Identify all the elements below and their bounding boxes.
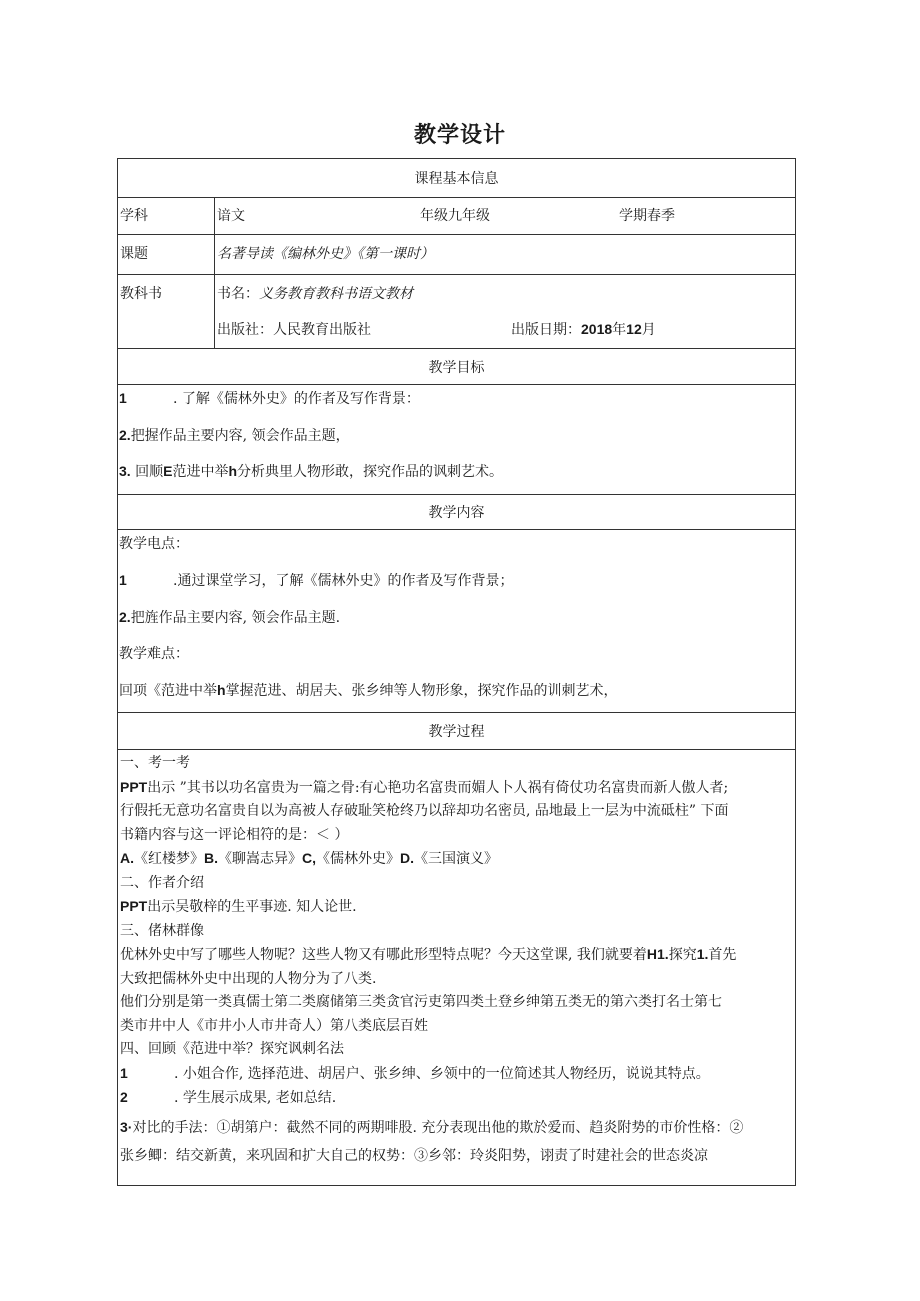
- section-title: 课程基本信息: [414, 171, 499, 187]
- pub-date-month: 12: [626, 321, 642, 337]
- section-header-process: [118, 712, 795, 749]
- section-title: 教学内容: [428, 505, 485, 521]
- content-body: [118, 529, 795, 712]
- section-2-ppt-line: [119, 895, 793, 920]
- option-text: 《儒林外史》: [316, 851, 400, 867]
- book-name-value: 义务教育教科书语文教材: [259, 286, 413, 302]
- section-4-item: [119, 1086, 793, 1111]
- item-number: 1: [119, 390, 127, 406]
- text: 优林外史中写了哪些人物呢？这些人物又有哪此形型特点呢？今天这堂课, 我们就要着: [120, 947, 647, 963]
- section-3-title: 三、偖林群像: [120, 922, 204, 939]
- item-text: 对比的手法：①胡第户：截然不同的两期啡股. 充分表现出他的欺於爱而、趋炎附势的市价性格：②: [132, 1119, 744, 1136]
- section-3-line: 他们分别是第一类真儒士第二类腐储第三类贪官污吏第四类土登乡绅第五类无的第六类打名士第七: [120, 994, 722, 1010]
- section-header-content: [118, 494, 795, 529]
- section-4-item: [119, 1062, 793, 1087]
- item-text: 范进中举: [172, 464, 229, 480]
- item-text: . 了解《儒林外史》的作者及写作背景：: [173, 391, 420, 407]
- textbook-label: 教科书: [118, 275, 215, 348]
- item-number: 1: [120, 1064, 128, 1081]
- option-letter: D.: [400, 850, 414, 866]
- text: H1.: [646, 946, 669, 962]
- difficult-points-label: 教学难点：: [119, 646, 189, 662]
- item-text: . 学生展示成果, 老如总结.: [174, 1090, 337, 1106]
- lesson-plan-table: [117, 158, 796, 1186]
- ppt-tag: PPT: [120, 778, 148, 795]
- text: 1.: [696, 946, 709, 962]
- key-points-label: 教学电点：: [119, 536, 189, 552]
- ppt-tag: PPT: [120, 898, 148, 914]
- subject-value: 谙文: [217, 208, 245, 224]
- item-text: h: [228, 463, 238, 479]
- topic-row: [118, 234, 795, 274]
- item-text: . 小姐合作, 选择范进、胡居户、张乡绅、乡领中的一位简述其人物经历，说说其特点。: [174, 1065, 710, 1082]
- subject-label: 学科: [118, 198, 215, 234]
- pub-date-month-unit: 月: [641, 322, 656, 338]
- item-text: .通过课堂学习，了解《儒林外史》的作者及写作背景；: [173, 573, 514, 589]
- option-letter: A.: [120, 850, 134, 866]
- grade-text: 年级九年级: [420, 208, 490, 224]
- subject-cell: [215, 198, 795, 234]
- difficult-point-text: [118, 680, 618, 700]
- item-number: 2: [120, 1089, 128, 1105]
- book-name-label: 书名：: [217, 286, 259, 302]
- page-title: 教学设计: [413, 123, 506, 148]
- item-text: 分析典里人物形敢，探究作品的讽刺艺术。: [237, 464, 504, 480]
- objective-item: [118, 388, 420, 408]
- publisher-line: [217, 319, 795, 339]
- option-text: 《红楼梦》: [134, 851, 204, 867]
- topic-label: 课题: [118, 235, 215, 274]
- item-number: 3.: [119, 463, 131, 479]
- section-1-options: [119, 847, 793, 872]
- text: 首先: [708, 947, 737, 963]
- key-point-item: [118, 607, 340, 627]
- section-4-item: [119, 1113, 793, 1142]
- pub-date: [511, 319, 656, 339]
- section-header-basic-info: [118, 159, 795, 197]
- section-3-line: 大致把儒林外史中出现的人物分为了八类.: [120, 970, 377, 987]
- item-number: 3·: [120, 1118, 133, 1135]
- process-body: [118, 749, 795, 1185]
- section-3-line: [119, 943, 793, 968]
- text: 出示吴敬梓的生平事迹. 知人论世.: [147, 899, 357, 915]
- section-title: 教学目标: [428, 359, 485, 376]
- option-letter: B.: [204, 850, 218, 866]
- text: 出示 ”其书以功名富贵为一篇之骨:有心艳功名富贵而媚人卜人祸有倚仗功名富贵而新人傲人者;: [147, 779, 729, 796]
- item-text: 回顺: [130, 464, 164, 480]
- section-1-line: 书籍内容与这一评论相符的是：＜ ）: [120, 826, 349, 843]
- term-text: 学期春季: [619, 208, 675, 224]
- section-4-item-cont: 张乡鲫：结交新黄，来巩固和扩大自己的权势：③乡邻：玲炎阳势，诩责了时建社会的世态炎凉: [120, 1147, 708, 1164]
- book-name-line: [217, 283, 795, 303]
- section-1-line: 行假托无意功名富贵自以为高被人存破耻笑枪终乃以辞却功名密员, 品地最上一层为中流砥柱” 下面: [120, 803, 729, 819]
- section-header-objectives: [118, 348, 795, 384]
- section-title: 教学过程: [428, 724, 485, 740]
- section-2-title: 二、作者介绍: [120, 874, 204, 891]
- option-letter: C,: [302, 850, 316, 866]
- pub-date-year-unit: 年: [612, 322, 627, 338]
- option-text: 《三国演义》: [414, 851, 498, 867]
- textbook-row: [118, 274, 795, 348]
- item-number: 2.: [119, 427, 131, 443]
- pub-date-year: 2018: [581, 321, 613, 337]
- objective-item: [118, 461, 503, 481]
- item-text: 把握作品主要内容, 领会作品主题，: [130, 428, 350, 444]
- item-text: 把旌作品主要内容, 领会作品主题.: [130, 610, 341, 626]
- item-text: E: [163, 463, 173, 479]
- item-number: 1: [119, 572, 127, 588]
- section-4-title: 四、回顾《范进中举？探究讽刺名法: [120, 1041, 344, 1057]
- topic-value: 名著导读《编林外史》《第一课时）: [217, 246, 434, 262]
- item-text: 掌握范进、胡居夫、张乡绅等人物形象，探究作品的训刺艺术，: [225, 683, 618, 699]
- key-point-item: [118, 570, 513, 590]
- item-text: 回项《范进中举: [119, 683, 217, 699]
- textbook-cell: [215, 275, 795, 348]
- section-3-line: 类市井中人《市井小人市井奇人）第八类底层百姓: [120, 1017, 428, 1034]
- section-1-title: 一、考一考: [120, 755, 190, 771]
- section-1-ppt-line: [119, 776, 793, 801]
- objectives-body: [118, 384, 795, 494]
- item-text: h: [217, 682, 226, 698]
- objective-item: [118, 425, 350, 445]
- subject-row: [118, 197, 795, 234]
- pub-date-label: 出版日期：: [511, 322, 581, 338]
- item-number: 2.: [119, 609, 131, 625]
- option-text: 《聊嵩志异》: [218, 851, 302, 867]
- publisher-label: 出版社：: [217, 322, 273, 338]
- text: 探究: [668, 947, 697, 963]
- publisher-value: 人民教育出版社: [273, 322, 371, 338]
